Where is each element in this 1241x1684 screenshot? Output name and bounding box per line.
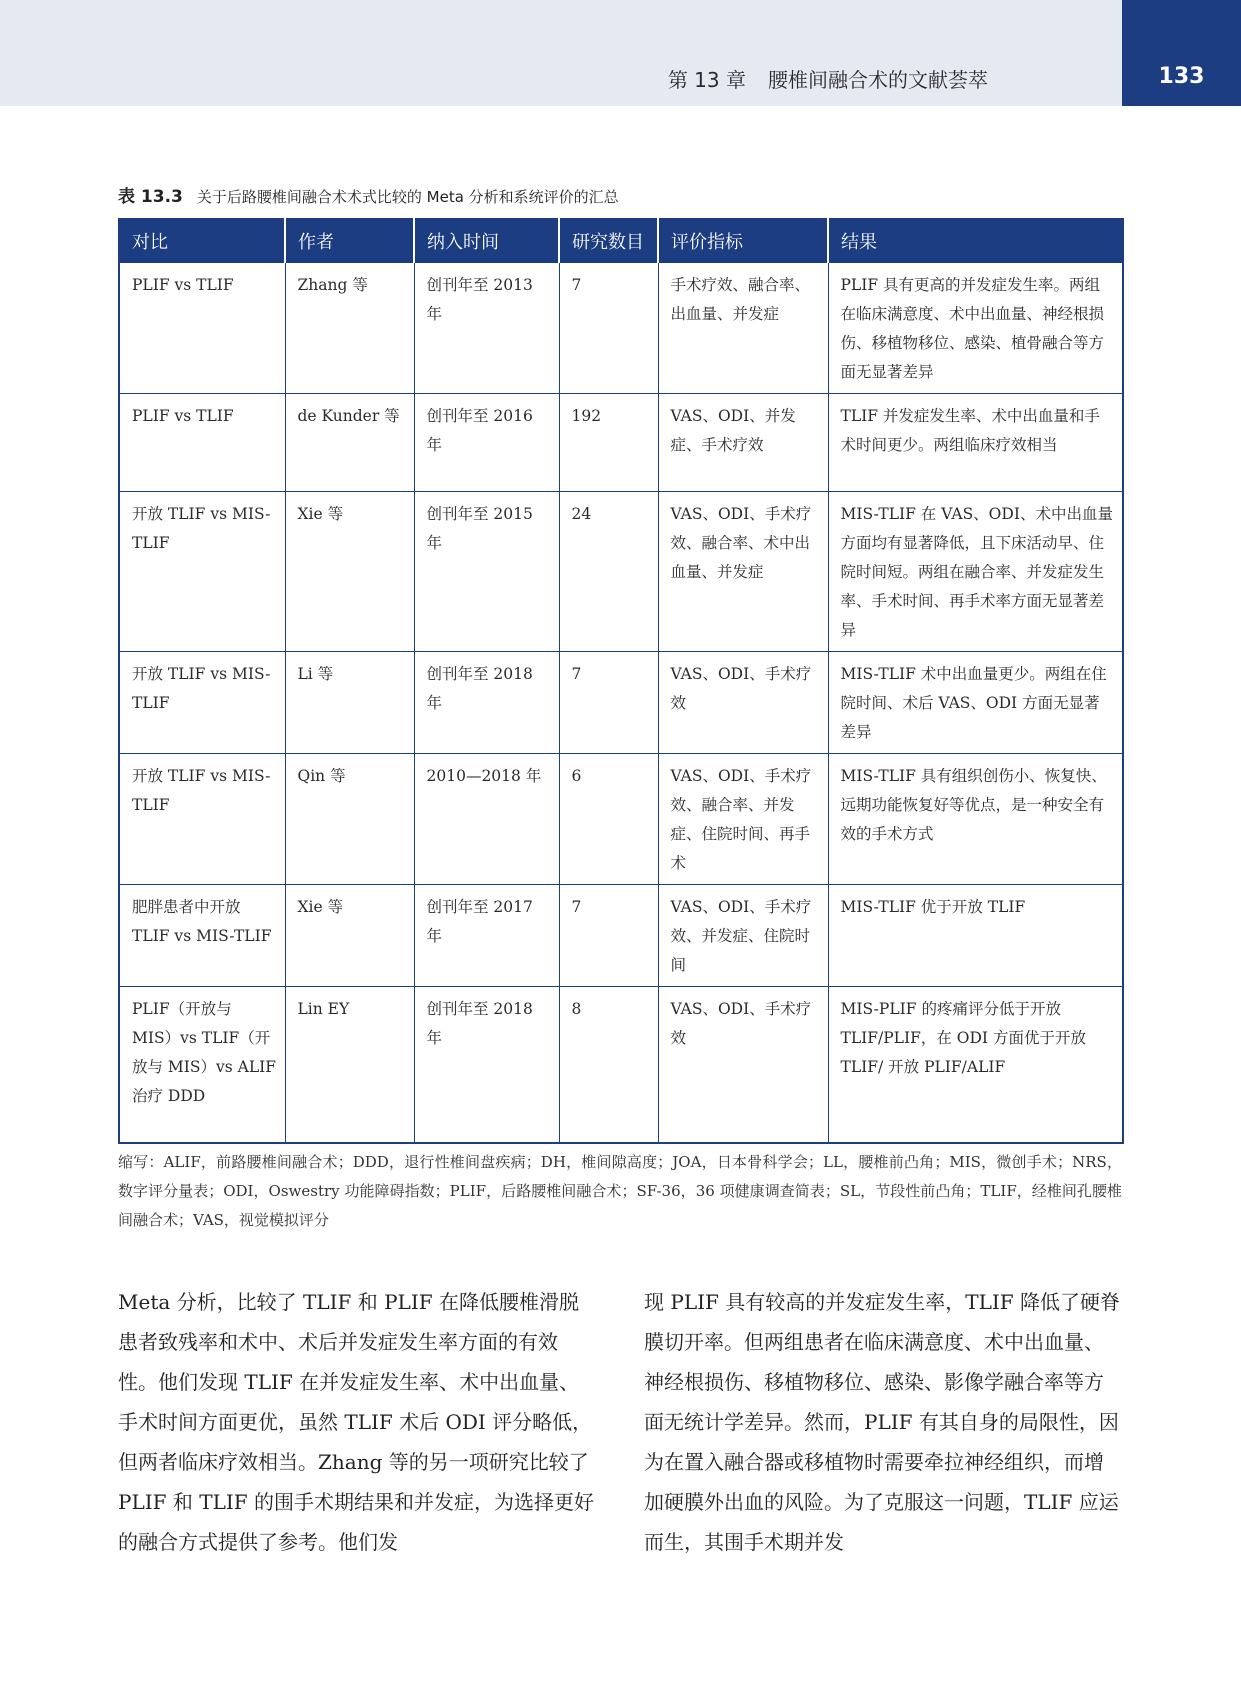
table-cell: 7 <box>559 652 658 754</box>
table-caption <box>118 182 619 207</box>
table-cell: 8 <box>559 987 658 1143</box>
table-cell: de Kunder 等 <box>285 394 414 492</box>
table-cell: PLIF（开放与 MIS）vs TLIF（开放与 MIS）vs ALIF 治疗 DDD <box>119 987 285 1143</box>
column-header: 评价指标 <box>658 219 828 263</box>
table-cell: 手术疗效、融合率、出血量、并发症 <box>658 263 828 394</box>
table-cell: 创刊年至 2018 年 <box>414 652 559 754</box>
column-header: 结果 <box>828 219 1123 263</box>
table-cell: 创刊年至 2015 年 <box>414 492 559 652</box>
table-cell: 7 <box>559 885 658 987</box>
table-row <box>119 885 1123 987</box>
column-header: 对比 <box>119 219 285 263</box>
table-cell: 24 <box>559 492 658 652</box>
table-cell: VAS、ODI、并发症、手术疗效 <box>658 394 828 492</box>
body-column-left <box>118 1282 596 1562</box>
column-header: 作者 <box>285 219 414 263</box>
table-cell: 开放 TLIF vs MIS-TLIF <box>119 754 285 885</box>
table-cell: 7 <box>559 263 658 394</box>
table-cell: 192 <box>559 394 658 492</box>
table-cell: VAS、ODI、手术疗效 <box>658 652 828 754</box>
table-cell: 开放 TLIF vs MIS-TLIF <box>119 492 285 652</box>
table-cell: MIS-TLIF 术中出血量更少。两组在住院时间、术后 VAS、ODI 方面无显著差异 <box>828 652 1123 754</box>
table-cell: PLIF 具有更高的并发症发生率。两组在临床满意度、术中出血量、神经根损伤、移植物移位、感染、植骨融合等方面无显著差异 <box>828 263 1123 394</box>
table-footnote: 缩写：ALIF，前路腰椎间融合术；DDD，退行性椎间盘疾病；DH，椎间隙高度；JOA，日本骨科学会；LL，腰椎前凸角；MIS，微创手术；NRS，数字评分量表；ODI，Oswestry 功能障碍指数；PLIF，后路腰椎间融合术；SF-36，36 项健康调查简表；SL，节段性前凸角；TLIF，经椎间孔腰椎间融合术；VAS，视觉模拟评分 <box>118 1153 1122 1229</box>
table-number: 表 13.3 <box>118 187 183 207</box>
table-cell: Xie 等 <box>285 492 414 652</box>
chapter-title: 腰椎间融合术的文献荟萃 <box>768 68 988 92</box>
table-cell: 6 <box>559 754 658 885</box>
column-header: 纳入时间 <box>414 219 559 263</box>
table-cell: 肥胖患者中开放 TLIF vs MIS-TLIF <box>119 885 285 987</box>
table-cell: 2010—2018 年 <box>414 754 559 885</box>
table-cell: MIS-TLIF 优于开放 TLIF <box>828 885 1123 987</box>
table-cell: PLIF vs TLIF <box>119 394 285 492</box>
chapter-number: 第 13 章 <box>667 68 746 92</box>
body-paragraph: 现 PLIF 具有较高的并发症发生率，TLIF 降低了硬脊膜切开率。但两组患者在临床满意度、术中出血量、神经根损伤、移植物移位、感染、影像学融合率等方面无统计学差异。然而，PLIF 有其自身的局限性，因为在置入融合器或移植物时需要牵拉神经组织，而增加硬膜外出血的风险。为了克服这一问题，TLIF 应运而生，其围手术期并发 <box>644 1290 1120 1554</box>
table-cell: MIS-TLIF 在 VAS、ODI、术中出血量方面均有显著降低，且下床活动早、住院时间短。两组在融合率、并发症发生率、手术时间、再手术率方面无显著差异 <box>828 492 1123 652</box>
body-column-right <box>644 1282 1122 1562</box>
table-row <box>119 754 1123 885</box>
table-cell: MIS-TLIF 具有组织创伤小、恢复快、远期功能恢复好等优点，是一种安全有效的手术方式 <box>828 754 1123 885</box>
table-cell: Qin 等 <box>285 754 414 885</box>
table-row <box>119 263 1123 394</box>
table-cell: TLIF 并发症发生率、术中出血量和手术时间更少。两组临床疗效相当 <box>828 394 1123 492</box>
table-cell: Zhang 等 <box>285 263 414 394</box>
page-number: 133 <box>1158 64 1205 89</box>
table-row <box>119 987 1123 1143</box>
page-number-box <box>1122 0 1241 106</box>
table-cell: 创刊年至 2013 年 <box>414 263 559 394</box>
table-cell: VAS、ODI、手术疗效、并发症、住院时间 <box>658 885 828 987</box>
table-cell: 创刊年至 2018 年 <box>414 987 559 1143</box>
summary-table <box>118 218 1124 1144</box>
table-row <box>119 652 1123 754</box>
table-cell: VAS、ODI、手术疗效 <box>658 987 828 1143</box>
table-cell: VAS、ODI、手术疗效、融合率、并发症、住院时间、再手术 <box>658 754 828 885</box>
table-cell: 创刊年至 2017 年 <box>414 885 559 987</box>
column-header: 研究数目 <box>559 219 658 263</box>
table-cell: PLIF vs TLIF <box>119 263 285 394</box>
table-caption-text: 关于后路腰椎间融合术术式比较的 Meta 分析和系统评价的汇总 <box>196 188 619 206</box>
table-header-row <box>119 219 1123 263</box>
header-band <box>0 0 1122 106</box>
table-cell: MIS-PLIF 的疼痛评分低于开放 TLIF/PLIF，在 ODI 方面优于开放 TLIF/ 开放 PLIF/ALIF <box>828 987 1123 1143</box>
table-cell: 开放 TLIF vs MIS-TLIF <box>119 652 285 754</box>
table-row <box>119 394 1123 492</box>
running-header <box>668 64 988 94</box>
table-cell: 创刊年至 2016 年 <box>414 394 559 492</box>
table-cell: Lin EY <box>285 987 414 1143</box>
table-cell: Xie 等 <box>285 885 414 987</box>
table-cell: VAS、ODI、手术疗效、融合率、术中出血量、并发症 <box>658 492 828 652</box>
body-paragraph: Meta 分析，比较了 TLIF 和 PLIF 在降低腰椎滑脱患者致残率和术中、术后并发症发生率方面的有效性。他们发现 TLIF 在并发症发生率、术中出血量、手术时间方面更优，虽然 TLIF 术后 ODI 评分略低，但两者临床疗效相当。Zhang 等的另一项研究比较了 PLIF 和 TLIF 的围手术期结果和并发症，为选择更好的融合方式提供了参考。他们发 <box>118 1290 594 1554</box>
table-row <box>119 492 1123 652</box>
table-cell: Li 等 <box>285 652 414 754</box>
